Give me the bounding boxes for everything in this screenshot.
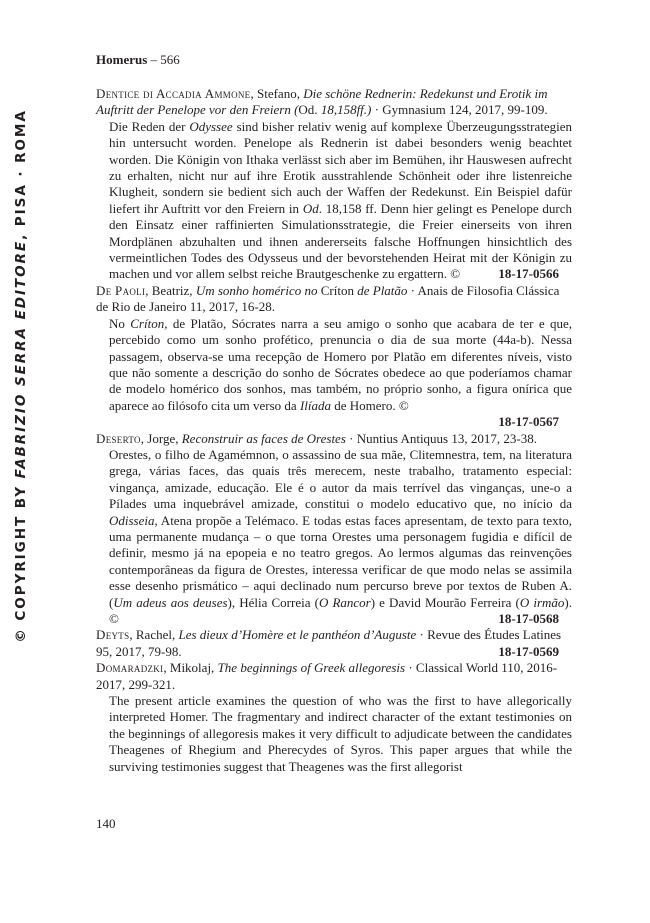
- entry-title: Die schöne Rednerin: Redekunst und Erotik im Auftritt der Penelope vor den Freiern (: [96, 86, 548, 118]
- entry-source: · Revue des Études Latines 95, 2017, 79-98.: [96, 627, 562, 659]
- bibliography-entry: [96, 660, 572, 775]
- entry-title: Um sonho homérico no: [195, 282, 321, 298]
- entry-code: 18-17-0566: [498, 266, 559, 282]
- entry-code: 18-17-0567: [498, 414, 559, 430]
- entry-title: Reconstruir as faces de Orestes: [181, 430, 346, 446]
- citation: De Paoli, Beatriz, Um sonho homérico no Críton de Platão · Anais de Filosofia Clássica de Rio de Janeiro 11, 2017, 16-28.: [96, 282, 560, 315]
- entry-source: · Classical World 110, 2016-2017, 299-321.: [96, 660, 558, 692]
- citation: Domaradzki, Mikolaj, The beginnings of Greek allegoresis · Classical World 110, 2016-2017, 299-321.: [96, 660, 558, 692]
- entry-source: · Anais de Filosofia Clássica de Rio de Janeiro 11, 2017, 16-28.: [96, 282, 560, 315]
- entry-author: De Paoli: [96, 282, 146, 298]
- entry-author: Deserto: [96, 430, 141, 446]
- entry-abstract: No Críton, de Platão, Sócrates narra a seu amigo o sonho que acabara de ter e que, percebido como um sonho profético, prenuncia o dia de sua morte (44a-b). Nessa passagem, observa-se uma recepção de Homero por Platão em diferentes níveis, visto que não somente a descrição do sonho de Sócrates obedece ao que poderíamos chamar de modelo homérico dos sonhos, mas também, no próprio sonho, a figura onírica que aparece ao filósofo cita um verso da Ilíada de Homero. © 18-17-0567: [109, 315, 572, 430]
- header-number: 566: [160, 52, 180, 67]
- running-header: Homerus – 566: [96, 52, 180, 67]
- entry-author: Deyts: [96, 627, 130, 643]
- citation: Deyts, Rachel, Les dieux d’Homère et le panthéon d’Auguste · Revue des Études Latines 95, 2017, 79-98. 18-17-0569: [96, 627, 562, 659]
- entry-abstract: Orestes, o filho de Agamémnon, o assassino de sua mãe, Clitemnestra, tem, na literatura grega, várias faces, das quais três merecem, neste trabalho, tratamento especial: vingança, amizade, educação. Ele é o autor da mais terrível das vinganças, une-o a Pílades uma inquebrável amizade, constitui o modelo educativo que, no início da Odisseia, Atena propõe a Telémaco. E todas estas faces apresentam, de texto para texto, uma permanente mudança – o que torna Orestes uma personagem fugidia e difícil de definir, mesmo já na epopeia e no teatro gregos. Ao lermos algumas das reinvenções contemporâneas da figura de Orestes, interessa verificar de que modo nelas se assimila esse desenho prismático – aqui declinado num percurso breve por textos de Ruben A. (Um adeus aos deuses), Hélia Correia (O Rancor) e David Mourão Ferreira (O irmão). © 18-17-0568: [109, 446, 572, 626]
- bibliography-entry: [96, 431, 572, 628]
- entry-abstract: Die Reden der Odyssee sind bisher relativ wenig auf komplexe Überzeugungsstrategien hin untersucht worden. Penelope als Rednerin ist dabei besonders wenig beachtet worden. Die Königin von Ithaka verlässt sich aber im Bemühen, ihr Hauswesen aufrecht zu erhalten, nicht nur auf ihre Erotik ausstrahlende Schönheit oder ihre listenreiche Klugheit, sondern sie bedient sich auch der Waffen der Redekunst. Ein Beispiel dafür liefert ihr Auftritt vor den Freiern in Od. 18,158 ff. Denn hier gelingt es Penelope durch den Einsatz einer raffinierten Simulationsstrategie, die Freier einerseits von ihren Mordplänen abzuhalten und ihnen andererseits falsche Hoffnungen hinsichtlich des vermeintlichen Todes des Odysseus und der bevorstehenden Heirat mit der Königin zu machen und vor allem selbst reiche Brautgeschenke zu ergattern. © 18-17-0566: [109, 118, 572, 282]
- citation: Deserto, Jorge, Reconstruir as faces de Orestes · Nuntius Antiquus 13, 2017, 23-38.: [96, 430, 537, 446]
- entry-title: Les dieux d’Homère et le panthéon d’Auguste: [178, 627, 417, 643]
- header-author: Homerus: [96, 52, 148, 67]
- entry-code: 18-17-0568: [498, 611, 559, 626]
- bibliography-entry: [96, 627, 572, 660]
- copyright-sidebar: [4, 68, 38, 684]
- bibliography-entry: [96, 283, 572, 431]
- citation: Dentice di Accadia Ammone, Stefano, Die schöne Rednerin: Redekunst und Erotik im Auftritt der Penelope vor den Freiern (Od. 18,158ff.) · Gymnasium 124, 2017, 99-109.: [96, 86, 548, 118]
- bibliography-entry: [96, 86, 572, 283]
- bibliography-list: [96, 86, 572, 775]
- entry-code: 18-17-0569: [498, 643, 559, 659]
- entry-source: · Nuntius Antiquus 13, 2017, 23-38.: [345, 430, 537, 446]
- page-number: 140: [96, 816, 116, 831]
- entry-source: · Gymnasium 124, 2017, 99-109.: [371, 102, 548, 118]
- entry-abstract: The present article examines the question of who was the first to have allegorically interpreted Homer. The fragmentary and indirect character of the extant testimonies on the beginnings of allegoresis makes it very difficult to adjudicate between the candidates Theagenes of Rhegium and Pherecydes of Syros. This paper argues that while the surviving testimonies suggest that Theagenes was the first allegorist: [109, 693, 572, 774]
- entry-author: Domaradzki: [96, 660, 164, 676]
- copyright-text: © COPYRIGHT BY FABRIZIO SERRA EDITORE, PISA · ROMA: [13, 109, 29, 643]
- entry-author: Dentice di Accadia Ammone: [96, 86, 251, 101]
- entry-title: The beginnings of Greek allegoresis: [217, 660, 406, 676]
